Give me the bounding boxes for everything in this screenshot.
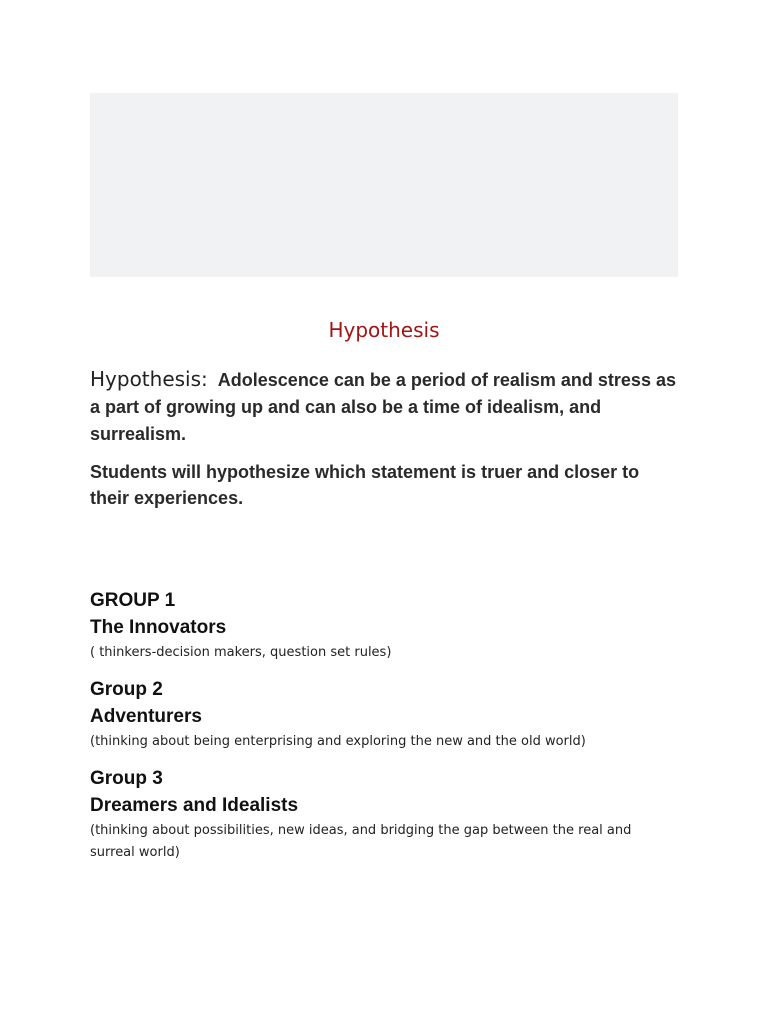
group-name: Dreamers and Idealists (90, 795, 299, 816)
group-3 (90, 765, 678, 864)
hypothesis-text: Adolescence can be a period of realism and stress as a part of growing up and can also be a time of idealism, and surrealism. (90, 370, 676, 444)
group-description: (thinking about being enterprising and exploring the new and the old world) (90, 734, 586, 749)
image-placeholder (90, 93, 678, 277)
group-number: GROUP 1 (90, 590, 176, 611)
group-name: The Innovators (90, 617, 227, 638)
group-number: Group 3 (90, 768, 163, 789)
group-description: (thinking about possibilities, new ideas, and bridging the gap between the real and surreal world) (90, 823, 632, 860)
hypothesis-paragraph (90, 366, 678, 448)
group-1 (90, 587, 678, 664)
section-heading: Hypothesis (328, 318, 440, 342)
students-statement: Students will hypothesize which statement is truer and closer to their experiences. (90, 462, 640, 508)
group-2 (90, 676, 678, 753)
hypothesis-label: Hypothesis: (90, 367, 208, 391)
group-description: ( thinkers-decision makers, question set rules) (90, 645, 392, 660)
group-name: Adventurers (90, 706, 202, 727)
group-number: Group 2 (90, 679, 163, 700)
